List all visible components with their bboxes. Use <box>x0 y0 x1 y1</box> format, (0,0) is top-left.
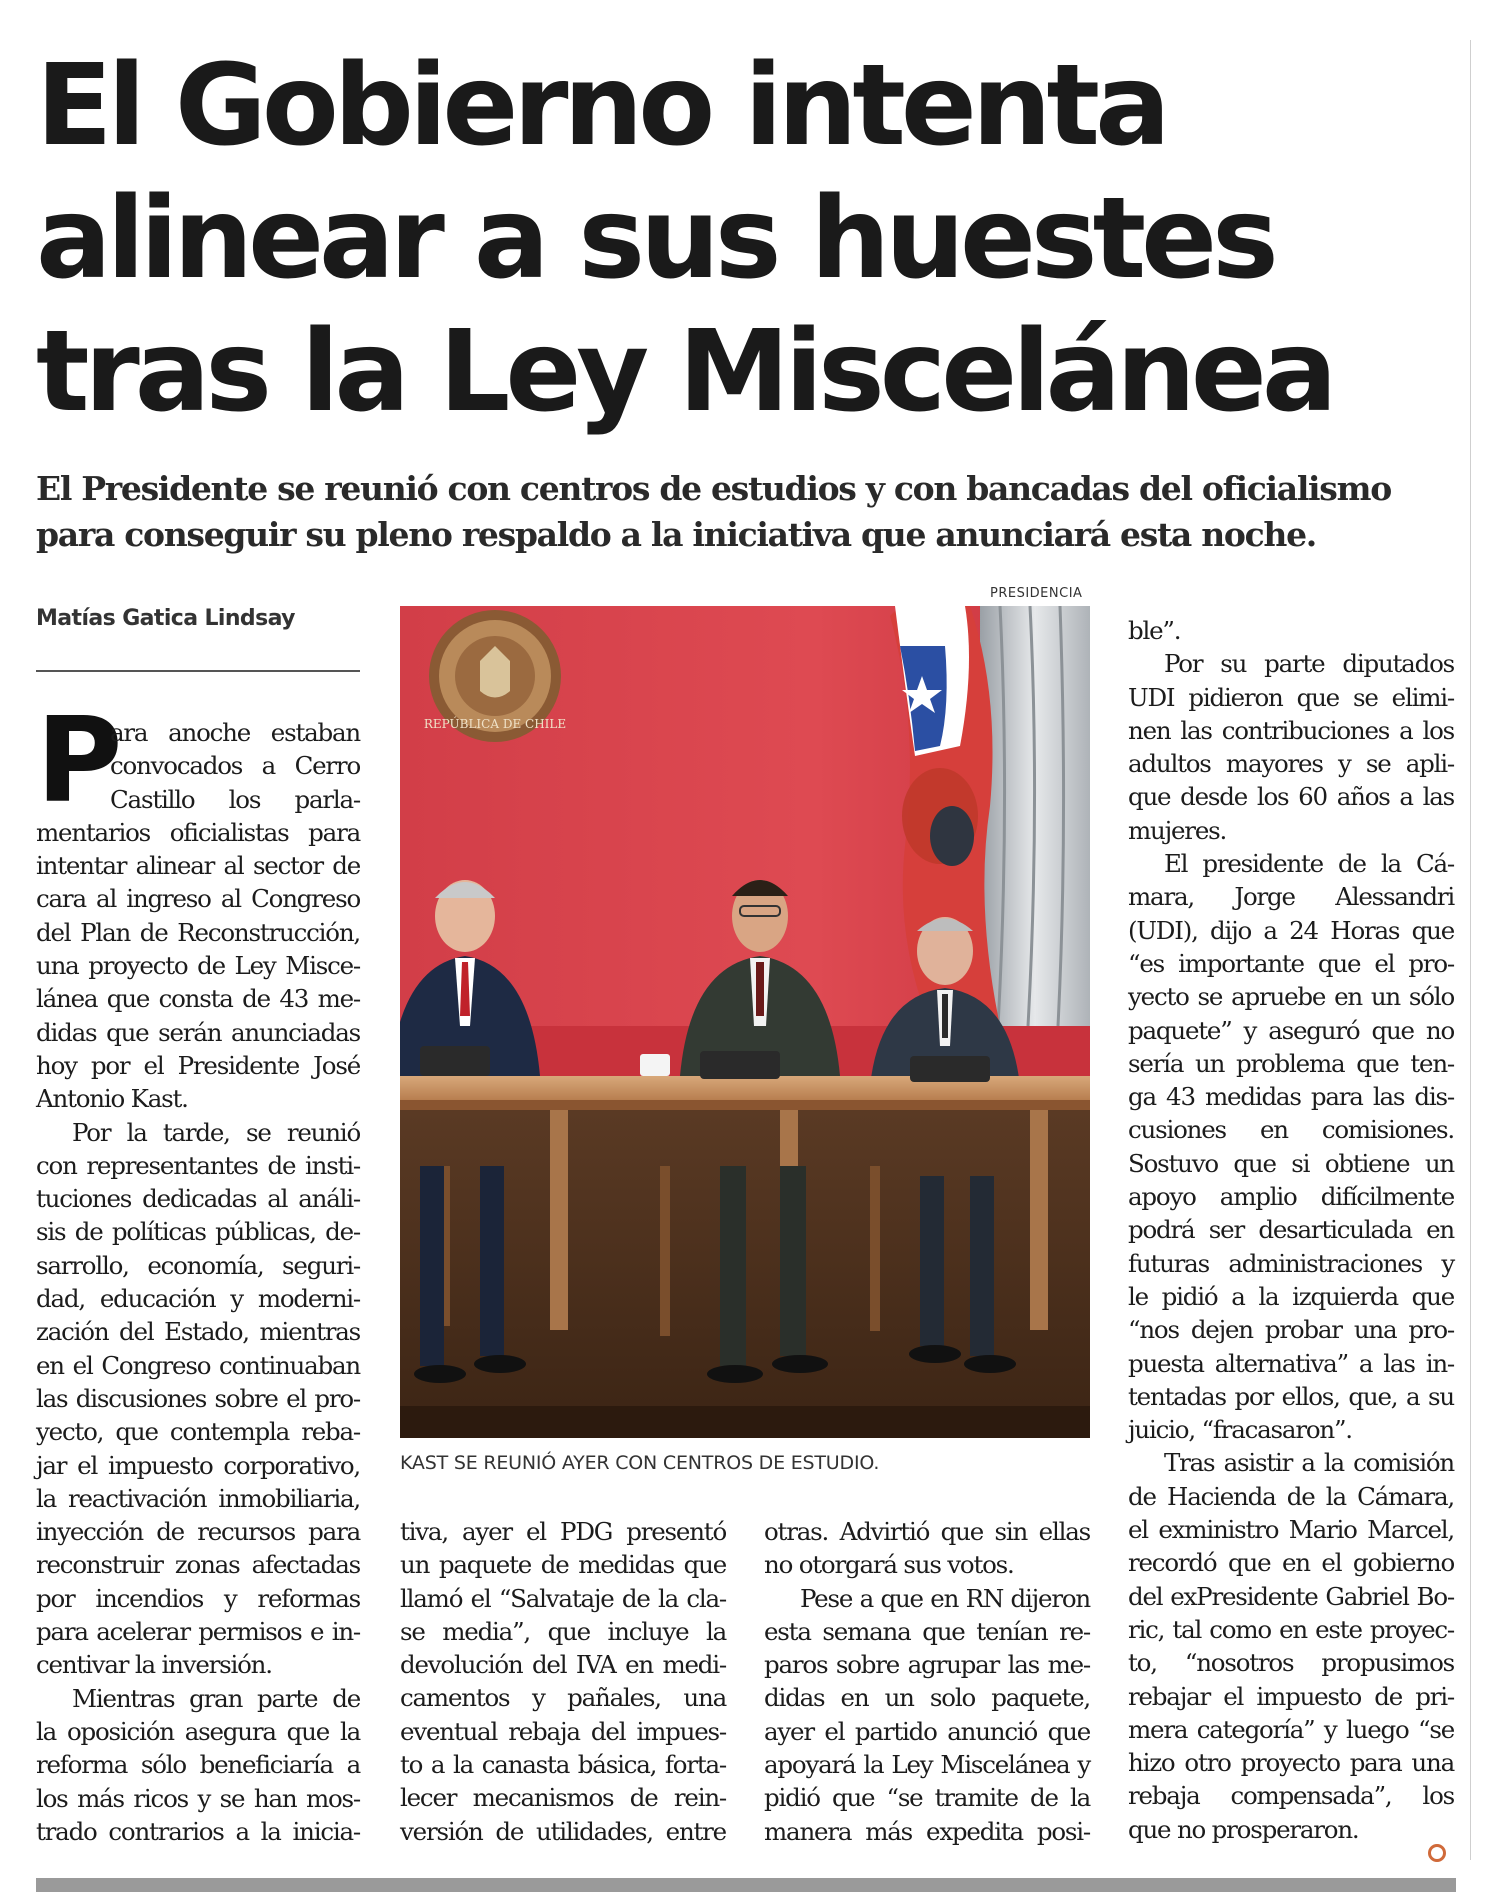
page-footer-bar <box>36 1878 1456 1892</box>
news-photo <box>400 606 1090 1438</box>
text-line: Pese a que en RN dijeron <box>800 1583 1090 1613</box>
text-line: centivar la inversión. <box>36 1650 272 1680</box>
text-line: camentos y pañales, una <box>400 1683 726 1713</box>
text-line: trado contrarios a la inicia- <box>36 1816 360 1846</box>
text-line: esta semana que tenían re- <box>764 1616 1090 1646</box>
text-line: mera categoría” y luego “se <box>1128 1714 1454 1744</box>
text-line: le pidió a la izquierda que <box>1128 1281 1454 1311</box>
text-line: que no prosperaron. <box>1128 1814 1359 1844</box>
text-line: UDI pidieron que se elimi- <box>1128 682 1454 712</box>
headline-line: alinear a sus huestes <box>36 174 1274 304</box>
text-line: apoyo amplio difícilmente <box>1128 1182 1454 1212</box>
text-line: zación del Estado, mientras <box>36 1317 360 1347</box>
text-line: (UDI), dijo a 24 Horas que <box>1128 915 1454 945</box>
text-line: dad, educación y moderni- <box>36 1284 360 1314</box>
text-line: inyección de recursos para <box>36 1517 360 1547</box>
text-line: del Plan de Reconstrucción, <box>36 917 360 947</box>
text-line: tiva, ayer el PDG presentó <box>400 1517 726 1546</box>
text-line: sarrollo, economía, seguri- <box>36 1250 360 1280</box>
text-line: lecer mecanismos de rein- <box>400 1783 726 1813</box>
text-line: devolución del IVA en medi- <box>400 1650 726 1680</box>
text-line: paquete” y aseguró que no <box>1128 1015 1454 1045</box>
text-line: cara al ingreso al Congreso <box>36 884 360 914</box>
text-line: podrá ser desarticulada en <box>1128 1215 1454 1245</box>
text-line: eventual rebaja del impues- <box>400 1716 726 1746</box>
text-line: futuras administraciones y <box>1128 1248 1454 1278</box>
text-line: Tras asistir a la comisión <box>1164 1448 1454 1478</box>
text-line: apoyará la Ley Miscelánea y <box>764 1750 1090 1780</box>
meeting-photo-illustration <box>400 606 1090 1438</box>
text-line: rebaja compensada”, los <box>1128 1781 1454 1811</box>
text-line: no otorgará sus votos. <box>764 1550 1014 1580</box>
text-line: se media”, que incluye la <box>400 1616 726 1646</box>
text-line: hoy por el Presidente José <box>36 1050 360 1080</box>
text-line: intentar alinear al sector de <box>36 851 360 881</box>
text-line: llamó el “Salvataje de la cla- <box>400 1583 726 1613</box>
text-line: los más ricos y se han mos- <box>36 1783 360 1813</box>
text-line: convocados a Cerro <box>110 751 360 781</box>
text-line: yecto, que contempla reba- <box>36 1417 360 1447</box>
text-line: cusiones en comisiones. <box>1128 1115 1454 1145</box>
text-line: ga 43 medidas para las dis- <box>1128 1082 1454 1112</box>
text-line: tentadas por ellos, que, a su <box>1128 1381 1454 1411</box>
headline-line: El Gobierno intenta <box>36 41 1166 171</box>
text-line: sis de políticas públicas, de- <box>36 1217 360 1247</box>
text-line: Sostuvo que si obtiene un <box>1128 1148 1454 1178</box>
text-line: manera más expedita posi- <box>764 1816 1090 1846</box>
text-line: sería un problema que ten- <box>1128 1048 1454 1078</box>
text-line: para acelerar permisos e in- <box>36 1617 360 1647</box>
text-line: didas en un solo paquete, <box>764 1683 1090 1713</box>
photo-credit: PRESIDENCIA <box>990 586 1083 601</box>
article-column-1 <box>36 716 360 1848</box>
text-line: Castillo los parla- <box>110 784 360 814</box>
subtitle <box>36 466 1436 558</box>
byline-divider <box>36 670 360 672</box>
text-line: yecto se apruebe en un sólo <box>1128 982 1454 1012</box>
text-line: reforma sólo beneficiaría a <box>36 1750 360 1780</box>
text-line: mentarios oficialistas para <box>36 817 360 847</box>
text-line: mujeres. <box>1128 815 1227 845</box>
text-line: jar el impuesto corporativo, <box>36 1450 360 1480</box>
text-line: didas que serán anunciadas <box>36 1017 360 1047</box>
text-line: las discusiones sobre el pro- <box>36 1383 360 1413</box>
text-line: to a la canasta básica, forta- <box>400 1750 726 1780</box>
text-line: puesta alternativa” a las in- <box>1128 1348 1454 1378</box>
text-line: del exPresidente Gabriel Bo- <box>1128 1581 1454 1611</box>
text-line: Por su parte diputados <box>1164 649 1454 679</box>
subtitle-line: El Presidente se reunió con centros de estudios y con bancadas del oficialismo <box>36 469 1391 508</box>
text-line: reconstruir zonas afectadas <box>36 1550 360 1580</box>
text-line: ayer el partido anunció que <box>764 1716 1090 1746</box>
drop-cap: P <box>36 691 123 829</box>
text-line: hizo otro proyecto para una <box>1128 1748 1454 1778</box>
text-line: la reactivación inmobiliaria, <box>36 1483 360 1513</box>
text-line: paros sobre agrupar las me- <box>764 1650 1090 1680</box>
text-line: de Hacienda de la Cámara, <box>1128 1481 1454 1511</box>
text-line: ara anoche estaban <box>110 718 360 747</box>
article-column-4 <box>1128 614 1454 1846</box>
headline <box>36 40 1416 439</box>
text-line: rebajar el impuesto de pri- <box>1128 1681 1454 1711</box>
text-line: to, “nosotros propusimos <box>1128 1648 1454 1678</box>
photo-caption: KAST SE REUNIÓ AYER CON CENTROS DE ESTUDIO. <box>400 1452 880 1474</box>
text-line: “es importante que el pro- <box>1128 948 1454 978</box>
text-line: versión de utilidades, entre <box>400 1816 726 1846</box>
article-column-2 <box>400 1515 726 1848</box>
text-line: que desde los 60 años a las <box>1128 782 1454 812</box>
text-line: Por la tarde, se reunió <box>72 1117 360 1147</box>
text-line: con representantes de insti- <box>36 1150 360 1180</box>
subtitle-line: para conseguir su pleno respaldo a la iniciativa que anunciará esta noche. <box>36 515 1316 554</box>
article-column-3 <box>764 1515 1090 1848</box>
text-line: Antonio Kast. <box>36 1084 188 1114</box>
end-of-article-icon <box>1428 1844 1446 1862</box>
text-line: ric, tal como en este proyec- <box>1128 1614 1454 1644</box>
text-line: adultos mayores y se apli- <box>1128 749 1454 779</box>
text-line: nen las contribuciones a los <box>1128 715 1454 745</box>
text-line: juicio, “fracasaron”. <box>1128 1415 1352 1445</box>
text-line: recordó que en el gobierno <box>1128 1548 1454 1578</box>
text-line: El presidente de la Cá- <box>1164 849 1454 879</box>
text-line: el exministro Mario Marcel, <box>1128 1515 1454 1545</box>
column-divider <box>1470 40 1471 1860</box>
byline: Matías Gatica Lindsay <box>36 606 295 631</box>
text-line: una proyecto de Ley Misce- <box>36 951 360 981</box>
text-line: mara, Jorge Alessandri <box>1128 882 1454 912</box>
text-line: la oposición asegura que la <box>36 1716 360 1746</box>
text-line: Mientras gran parte de <box>72 1683 360 1713</box>
text-line: otras. Advirtió que sin ellas <box>764 1517 1090 1546</box>
headline-line: tras la Ley Miscelánea <box>36 307 1333 437</box>
text-line: pidió que “se tramite de la <box>764 1783 1090 1813</box>
text-line: “nos dejen probar una pro- <box>1128 1315 1454 1345</box>
text-line: tuciones dedicadas al análi- <box>36 1184 360 1214</box>
seal-text: REPÚBLICA DE CHILE <box>423 717 567 731</box>
text-line: un paquete de medidas que <box>400 1550 726 1580</box>
text-line: lánea que consta de 43 me- <box>36 984 360 1014</box>
text-line: ble”. <box>1128 616 1181 645</box>
text-line: por incendios y reformas <box>36 1583 360 1613</box>
text-line: en el Congreso continuaban <box>36 1350 360 1380</box>
